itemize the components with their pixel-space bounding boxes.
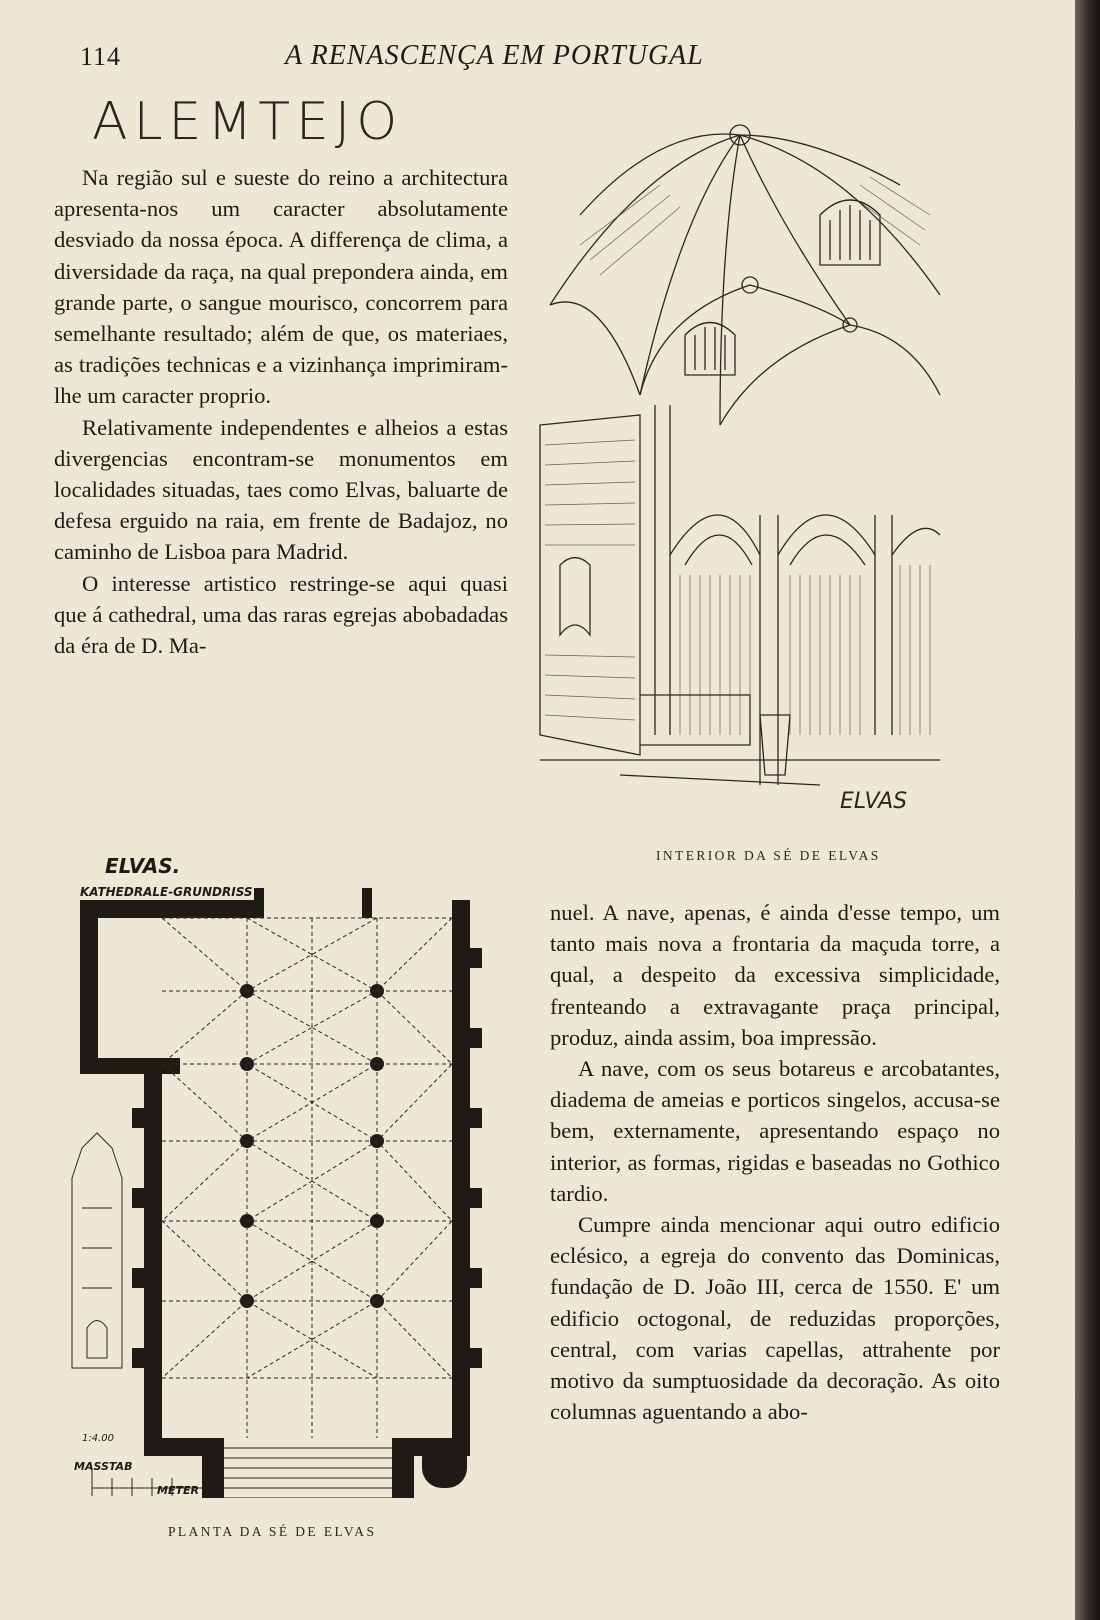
right-text-column: [550, 897, 1000, 1427]
paragraph: nuel. A nave, apenas, é ainda d'esse tempo, um tanto mais nova a frontaria da maçuda torre, a qual, a despeito da excessiva simplicidade, frenteando a extravagante praça principal, produz, ainda assim, boa impressão.: [550, 900, 1000, 1050]
book-edge: [1075, 0, 1100, 1620]
page-number: 114: [80, 42, 122, 71]
plan-caption: PLANTA DA SÉ DE ELVAS: [168, 1524, 377, 1539]
plan-scale-label: MASSTAB: [74, 1460, 133, 1473]
page-header: [0, 38, 1075, 78]
paragraph: A nave, com os seus botareus e arcobatantes, diadema de ameias e porticos singelos, accusa-se bem, externamente, apresentando espaço no interior, as formas, rigidas e baseadas no Gothico tardio.: [550, 1056, 1000, 1206]
plan-scale-unit: METER: [157, 1484, 199, 1497]
section-title: ALEMTEJO: [92, 92, 404, 152]
left-text-column: [54, 162, 508, 661]
floor-plan-illustration: [52, 848, 502, 1498]
paragraph: Relativamente independentes e alheios a estas divergencias encontram-se monumentos em localidades situadas, taes como Elvas, baluarte de defesa erguido na raia, em frente de Badajoz, no caminho de Lisboa para Madrid.: [54, 414, 508, 565]
interior-illustration: [520, 95, 965, 835]
plan-label-title: ELVAS.: [105, 854, 181, 878]
paragraph: Cumpre ainda mencionar aqui outro edificio eclésico, a egreja do convento das Dominicas, fundação de D. João III, cerca de 1550. E' um edificio octogonal, de reduzidas proporções, central, com varias capellas, attrahente por motivo da sumptuosidade da decoração. As oito columnas aguentando a abo-: [550, 1212, 1000, 1425]
illustration-signature: ELVAS: [840, 789, 908, 814]
running-title: A RENASCENÇA EM PORTUGAL: [285, 40, 704, 71]
interior-caption: INTERIOR DA SÉ DE ELVAS: [656, 848, 881, 863]
paragraph: O interesse artistico restringe-se aqui quasi que á cathedral, uma das raras egrejas abobadadas da éra de D. Ma-: [54, 570, 508, 659]
paragraph: Na região sul e sueste do reino a architectura apresenta-nos um caracter absolutamente desviado da nossa época. A differença de clima, a diversidade da raça, na qual prepondera ainda, em grande parte, o sangue mourisco, concorrem para semelhante resultado; além de que, os materiaes, as tradições technicas e a vizinhança imprimiram-lhe um caracter proprio.: [54, 165, 508, 409]
plan-label-subtitle: KATHEDRALE-GRUNDRISS: [80, 885, 253, 899]
plan-scale-note: 1:4.00: [82, 1433, 114, 1444]
